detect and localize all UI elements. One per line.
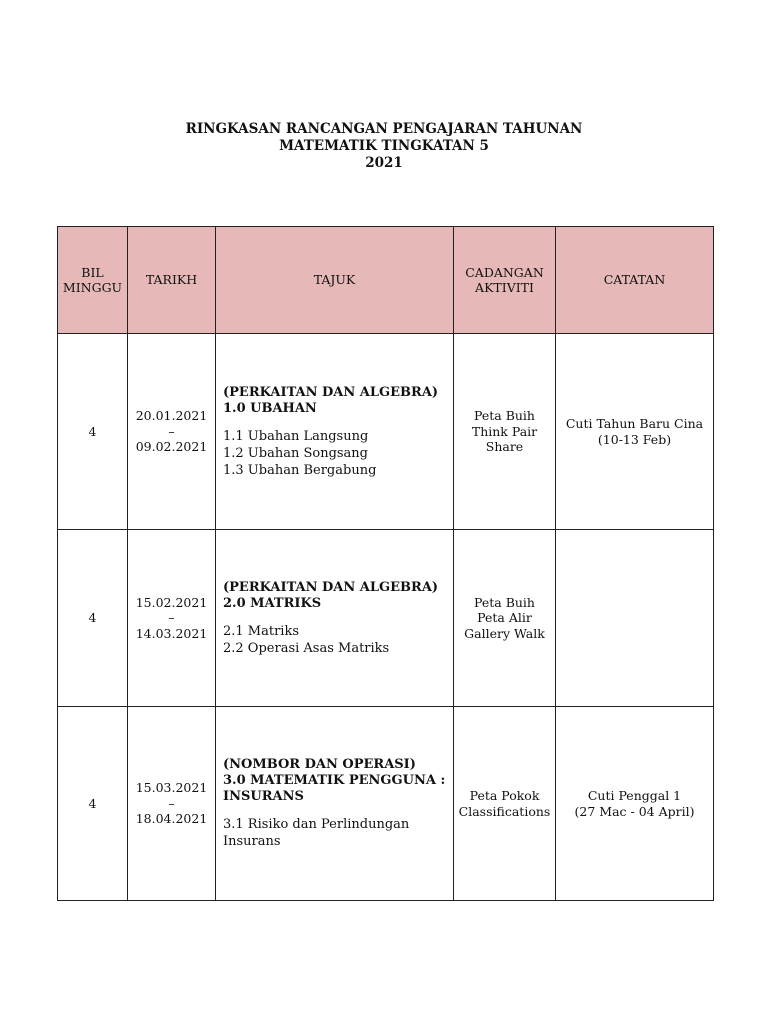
subtopic-list (223, 428, 453, 479)
cell-tarikh: 15.02.2021 – 14.03.2021 (128, 530, 216, 707)
cell-catatan: Cuti Penggal 1 (27 Mac - 04 April) (556, 707, 714, 901)
header-bil-minggu: BIL MINGGU (58, 227, 128, 334)
cell-tajuk (216, 707, 454, 901)
document-subject: MATEMATIK TINGKATAN 5 (279, 138, 489, 154)
document-header (0, 121, 768, 172)
table-row (58, 530, 714, 707)
topic-group: (NOMBOR DAN OPERASI) (223, 757, 416, 772)
subtopic-item: 1.1 Ubahan Langsung (223, 428, 369, 444)
table-header-row (58, 227, 714, 334)
cell-catatan (556, 530, 714, 707)
cell-bil-minggu: 4 (58, 334, 128, 530)
cell-tarikh: 15.03.2021 – 18.04.2021 (128, 707, 216, 901)
header-tajuk: TAJUK (216, 227, 454, 334)
document-year: 2021 (365, 155, 403, 171)
subtopic-item: 3.1 Risiko dan Perlindungan (223, 817, 410, 832)
topic-group: (PERKAITAN DAN ALGEBRA) (223, 579, 439, 595)
subtopic-list (223, 816, 453, 850)
cell-cadangan-aktiviti: Peta Pokok Classifications (454, 707, 556, 901)
cell-bil-minggu: 4 (58, 707, 128, 901)
topic-title: 3.0 MATEMATIK PENGGUNA : INSURANS (223, 773, 446, 804)
topic-title: 2.0 MATRIKS (223, 595, 322, 611)
cell-tarikh: 20.01.2021 – 09.02.2021 (128, 334, 216, 530)
document-title: RINGKASAN RANCANGAN PENGAJARAN TAHUNAN (185, 121, 583, 137)
topic-title: 1.0 UBAHAN (223, 400, 317, 416)
topic-group: (PERKAITAN DAN ALGEBRA) (223, 384, 439, 400)
subtopic-item: 1.3 Ubahan Bergabung (223, 462, 377, 478)
subtopic-item: 2.1 Matriks (223, 623, 300, 639)
table-row (58, 707, 714, 901)
subtopic-item: 1.2 Ubahan Songsang (223, 445, 369, 461)
cell-tajuk (216, 530, 454, 707)
header-cadangan-aktiviti: CADANGAN AKTIVITI (454, 227, 556, 334)
cell-cadangan-aktiviti: Peta Buih Think Pair Share (454, 334, 556, 530)
subtopic-item: Insurans (223, 834, 281, 849)
cell-catatan: Cuti Tahun Baru Cina (10-13 Feb) (556, 334, 714, 530)
cell-bil-minggu: 4 (58, 530, 128, 707)
header-tarikh: TARIKH (128, 227, 216, 334)
subtopic-list (223, 623, 453, 657)
header-catatan: CATATAN (556, 227, 714, 334)
cell-tajuk (216, 334, 454, 530)
cell-cadangan-aktiviti: Peta Buih Peta Alir Gallery Walk (454, 530, 556, 707)
lesson-plan-table (57, 226, 714, 901)
subtopic-item: 2.2 Operasi Asas Matriks (223, 640, 390, 656)
table-row (58, 334, 714, 530)
